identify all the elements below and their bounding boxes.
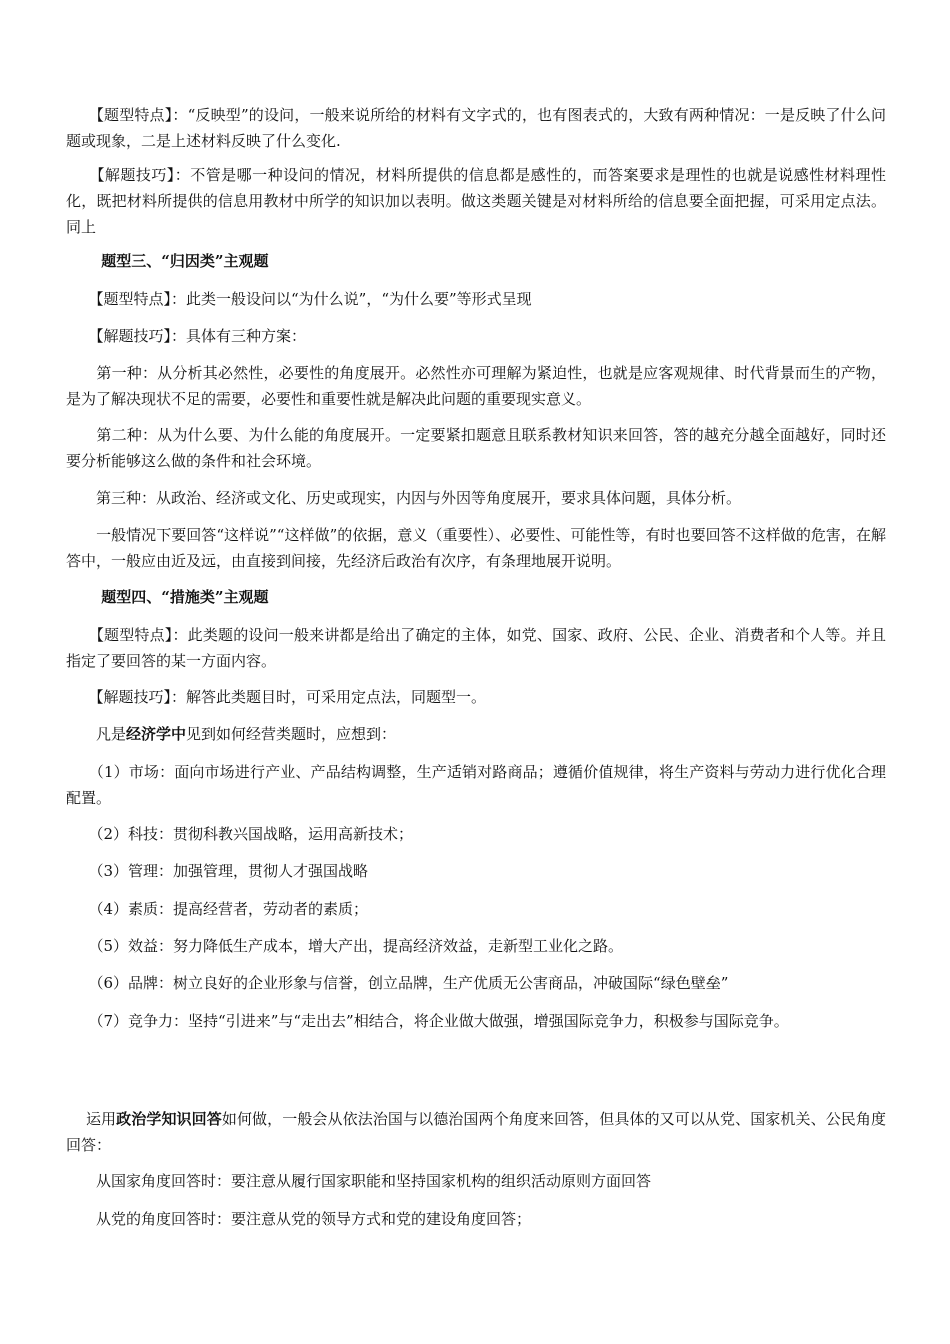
paragraph-type2-features: 【题型特点】：“反映型”的设问，一般来说所给的材料有文字式的，也有图表式的，大致有两种情况：一是反映了什么问题或现象，二是上述材料反映了什么变化.: [66, 106, 886, 150]
paragraph-type4-techniques: 【解题技巧】：解答此类题目时，可采用定点法，同题型一。: [66, 688, 487, 706]
bold-term: 经济学中: [126, 725, 187, 743]
list-item-competitiveness: （7）竞争力：坚持“引进来”与“走出去”相结合，将企业做大做强，增强国际竞争力，积极参与国际竞争。: [66, 1012, 789, 1030]
text-tail: 如何做，一般会从依法治国与以德治国两个角度来回答，但具体的又可以从党、国家机关、公民角度回答：: [66, 1110, 886, 1154]
list-item-technology: （2）科技：贯彻科教兴国战略，运用高新技术；: [66, 825, 414, 843]
paragraph-politics-intro: [66, 1106, 886, 1158]
paragraph-state-angle: 从国家角度回答时：要注意从履行国家职能和坚持国家机构的组织活动原则方面回答: [66, 1172, 652, 1190]
list-item-efficiency: （5）效益：努力降低生产成本，增大产出，提高经济效益，走新型工业化之路。: [66, 937, 624, 955]
paragraph-option-2: 第二种：从为什么要、为什么能的角度展开。一定要紧扣题意且联系教材知识来回答，答的越充分越全面越好，同时还要分析能够这么做的条件和社会环境。: [66, 426, 886, 470]
paragraph-type2-techniques: 【解题技巧】：不管是哪一种设问的情况，材料所提供的信息都是感性的，而答案要求是理性的也就是说感性材料理性化，既把材料所提供的信息用教材中所学的知识加以表明。做这类题关键是对材料所给的信息要全面把握，可采用定点法。同上: [66, 166, 886, 236]
text-tail: 见到如何经营类题时，应想到：: [186, 725, 397, 743]
heading-type3: 题型三、“归因类”主观题: [66, 252, 269, 270]
list-item-market: （1）市场：面向市场进行产业、产品结构调整，生产适销对路商品；遵循价值规律，将生产资料与劳动力进行优化合理配置。: [66, 763, 886, 807]
paragraph-option-3: 第三种：从政治、经济或文化、历史或现实，内因与外因等角度展开，要求具体问题，具体分析。: [66, 489, 742, 507]
paragraph-type3-techniques: 【解题技巧】：具体有三种方案：: [66, 327, 307, 345]
paragraph-type4-features: 【题型特点】：此类题的设问一般来讲都是给出了确定的主体，如党、国家、政府、公民、企业、消费者和个人等。并且指定了要回答的某一方面内容。: [66, 626, 886, 670]
list-item-quality: （4）素质：提高经营者，劳动者的素质；: [66, 900, 369, 918]
bold-term: 政治学知识回答: [116, 1110, 222, 1128]
paragraph-general: 一般情况下要回答“这样说”“这样做”的依据，意义（重要性）、必要性、可能性等，有时也要回答不这样做的危害，在解答中，一般应由近及远，由直接到间接，先经济后政治有次序，有条理地展开说明。: [66, 526, 886, 570]
list-item-brand: （6）品牌：树立良好的企业形象与信誉，创立品牌，生产优质无公害商品，冲破国际“绿色壁垒”: [66, 974, 729, 992]
text-lead: 凡是: [66, 725, 127, 743]
paragraph-option-1: 第一种：从分析其必然性，必要性的角度展开。必然性亦可理解为紧迫性，也就是应客观规律、时代背景而生的产物，是为了解决现状不足的需要，必要性和重要性就是解决此问题的重要现实意义。: [66, 364, 886, 408]
paragraph-type3-features: 【题型特点】：此类一般设问以“为什么说”，“为什么要”等形式呈现: [66, 290, 532, 308]
text-lead: 运用: [66, 1110, 117, 1128]
paragraph-economics-intro: [66, 721, 886, 747]
heading-type4: 题型四、“措施类”主观题: [66, 588, 269, 606]
list-item-management: （3）管理：加强管理，贯彻人才强国战略: [66, 862, 369, 880]
paragraph-party-angle: 从党的角度回答时：要注意从党的领导方式和党的建设角度回答；: [66, 1210, 532, 1228]
